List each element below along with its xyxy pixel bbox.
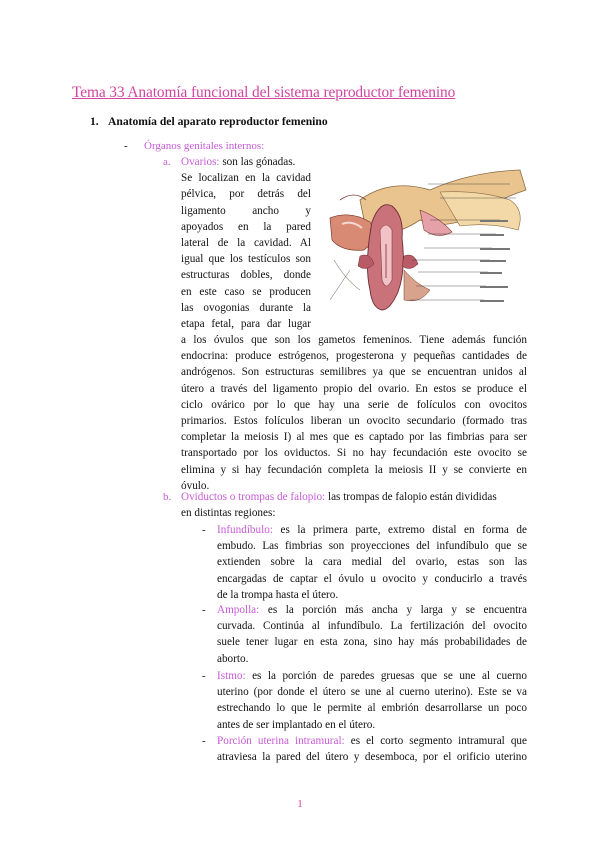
item-b-line — [181, 489, 527, 505]
page-title: Tema 33 Anatomía funcional del sistema reproductor femenino — [72, 84, 456, 101]
item-a-line: etapa fetal, para dar lugar — [181, 317, 311, 330]
item-a-marker: a. — [163, 156, 171, 168]
item-a-line: pélvica, por detrás del — [181, 188, 311, 201]
item-b-marker: b. — [163, 491, 172, 503]
item-a-line — [181, 154, 311, 170]
part-text — [217, 602, 527, 667]
part-line: suele tener lugar en esta zona, sino hay más probabilidades de — [217, 636, 527, 649]
item-a-line: elimina y si hay fecundación completa la meiosis II y se convierte en — [181, 463, 527, 476]
part-bullet: - — [202, 524, 206, 536]
item-a-line: Se localizan en la cavidad — [181, 172, 311, 185]
item-a-line: a los óvulos que son los gametos femeninos. Tiene además función — [181, 334, 527, 346]
item-b-term: Oviductos o trompas de falopio: — [181, 491, 326, 503]
part-term: Istmo: — [217, 670, 246, 682]
part-line — [217, 602, 527, 618]
part-line: aborto. — [217, 652, 249, 665]
part-bullet: - — [202, 670, 206, 682]
item-a-line: andrógenos. Son estructuras semilibres ya que se encuentran unidos al — [181, 366, 527, 379]
item-a-line: las ovogonias durante la — [181, 301, 311, 314]
part-line-text: es el corto segmento intramural que — [344, 735, 527, 747]
item-a-line: útero a través del ligamento propio del ovario. En estos se produce el — [181, 382, 527, 395]
item-a-line: endocrina: produce estrógenos, progesterona y pequeñas cantidades de — [181, 350, 527, 363]
item-a-narrow-text — [181, 154, 311, 332]
item-a-line: completar la meiosis I) al mes que es captado por las fimbrias para ser — [181, 431, 527, 444]
item-a-line: igual que los testículos son — [181, 253, 311, 266]
item-a-line: lateral de la cavidad. Al — [181, 236, 311, 249]
item-a-line-text: son las gónadas. — [219, 156, 296, 168]
part-line: curvada. Continúa al infundíbulo. La fertilización del ovocito — [217, 620, 527, 633]
item-b-text — [181, 489, 527, 521]
item-a-line: ligamento ancho y — [181, 204, 311, 217]
part-line: atraviesa la pared del útero y desemboca, por el orificio uterino — [217, 751, 527, 764]
part-line: uterino (por donde el útero se une al cuerno uterino). Este se va — [217, 686, 527, 699]
section-number: 1. — [90, 115, 99, 128]
page-number: 1 — [297, 798, 303, 810]
item-a-wide-text — [181, 332, 527, 494]
part-text — [217, 522, 527, 603]
subsection-label: Órganos genitales internos: — [144, 140, 265, 152]
part-bullet: - — [202, 604, 206, 616]
item-a-line: ciclo ovárico por lo que hay una serie de folículos con ovocitos — [181, 398, 527, 411]
item-a-line: apoyados en la pared — [181, 220, 311, 233]
part-line — [217, 522, 527, 538]
part-line: estrechando lo que le permite al embrión desarrollarse un poco — [217, 702, 527, 715]
part-line: encargadas de captar el óvulo u ovocito y conducirlo a través — [217, 572, 527, 585]
item-b-line: en distintas regiones: — [181, 507, 276, 520]
part-line: de la trompa hasta el útero. — [217, 588, 339, 601]
part-text — [217, 668, 527, 733]
part-line: antes de ser implantado en el útero. — [217, 718, 376, 731]
part-term: Infundíbulo: — [217, 524, 273, 536]
part-text — [217, 733, 527, 765]
reproductive-anatomy-illustration — [320, 160, 530, 314]
part-line — [217, 668, 527, 684]
part-line: embudo. Las fimbrias son proyecciones del infundíbulo que se — [217, 540, 527, 553]
part-line-text: es la porción más ancha y larga y se encuentra — [259, 604, 527, 616]
item-a-line: óvulo. — [181, 479, 210, 492]
item-a-line: transportado por los oviductos. Si no hay fecundación este ovocito se — [181, 447, 527, 460]
part-bullet: - — [202, 735, 206, 747]
part-line: extienden sobre la cara medial del ovario, estas son las — [217, 556, 527, 569]
section-heading — [90, 115, 328, 128]
item-a-line: en este caso se producen — [181, 285, 311, 298]
item-a-line: primarios. Estos folículos liberan un ovocito secundario (formado tras — [181, 414, 527, 427]
part-term: Porción uterina intramural: — [217, 735, 345, 747]
section-title: Anatomía del aparato reproductor femenino — [108, 115, 328, 128]
part-line — [217, 733, 527, 749]
part-line-text: es la porción de paredes gruesas que se une al cuerno — [245, 670, 527, 682]
part-line-text: es la primera parte, extremo distal en forma de — [272, 524, 527, 536]
item-b-line-text: las trompas de falopio están divididas — [325, 491, 497, 503]
item-a-term: Ovarios: — [181, 156, 220, 168]
item-a-line: estructuras dobles, donde — [181, 269, 311, 282]
part-term: Ampolla: — [217, 604, 260, 616]
subsection-bullet: - — [124, 140, 128, 152]
